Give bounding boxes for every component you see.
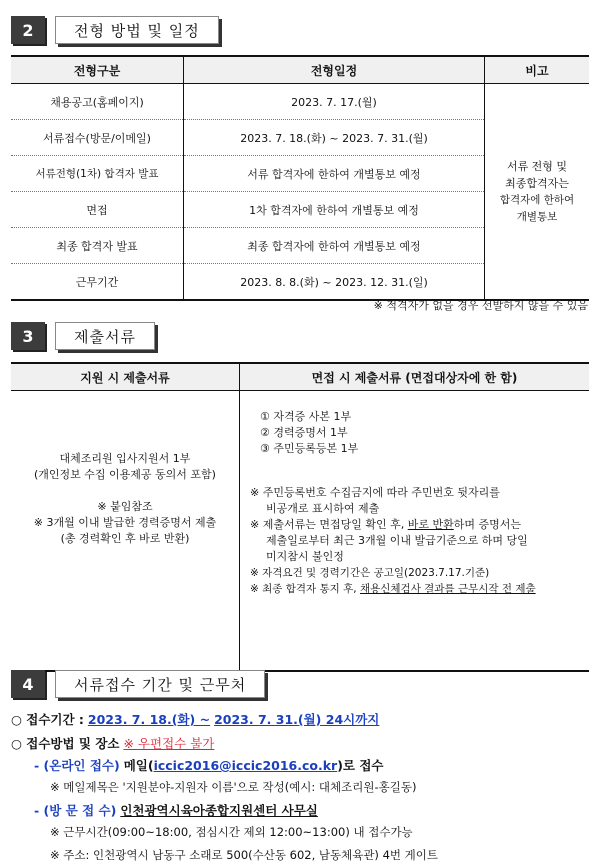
section-number: 4 xyxy=(11,670,45,698)
note-text: ※ 최종 합격자 통지 후, xyxy=(250,583,357,595)
footnote: ※ 적격자가 없을 경우 선발하지 않을 수 있음 xyxy=(373,299,588,312)
visit-hours: ※ 근무시간(09:00~18:00, 점심시간 제외 12:00~13:00) 내 접수가능 xyxy=(50,825,413,839)
schedule-table xyxy=(11,55,589,301)
section-title: 서류접수 기간 및 근무처 xyxy=(55,670,265,698)
spacer xyxy=(12,483,238,499)
method-label: ○ 접수방법 및 장소 xyxy=(11,736,120,751)
col-header: 면접 시 제출서류 (면접대상자에 한 함) xyxy=(240,363,590,391)
remark-line: 최종합격자는 xyxy=(505,176,569,190)
table-cell: 근무기간 xyxy=(11,264,184,301)
table-cell: 2023. 7. 17.(월) xyxy=(184,84,485,120)
remark-line: 서류 전형 및 xyxy=(506,159,568,173)
section-number: 2 xyxy=(11,16,45,44)
note-line: 미지참시 불인정 xyxy=(266,550,344,563)
section-number: 3 xyxy=(11,322,45,350)
method-line xyxy=(11,734,214,752)
online-note: ※ 메일제목은 '지원분야-지원자 이름'으로 작성(예시: 대체조리원-홍길동) xyxy=(50,780,417,794)
note-line xyxy=(250,581,581,597)
col-header: 지원 시 제출서류 xyxy=(11,363,240,391)
online-label: - (온라인 접수) xyxy=(34,758,120,773)
doc-item: ① 자격증 사본 1부 xyxy=(260,410,352,423)
period-start: 2023. 7. 18.(화) ~ xyxy=(87,712,211,727)
underlined-text: 바로 반환 xyxy=(407,518,454,531)
section-title: 전형 방법 및 일정 xyxy=(55,16,219,44)
period-label: ○ 접수기간 : xyxy=(11,712,84,727)
spacer xyxy=(250,457,581,485)
section-2-header xyxy=(11,16,219,46)
remark-line: 개별통보 xyxy=(516,210,558,223)
section-title: 제출서류 xyxy=(55,322,155,350)
visit-line xyxy=(34,801,318,819)
section-4-header xyxy=(11,670,265,700)
visit-label: - (방 문 접 수) xyxy=(34,803,117,818)
table-cell: 2023. 8. 8.(화) ~ 2023. 12. 31.(일) xyxy=(184,264,485,301)
period-end: 2023. 7. 31.(월) 24시까지 xyxy=(214,712,380,727)
underlined-text: 채용신체검사 결과를 근무시작 전 제출 xyxy=(359,583,536,595)
visit-address: ※ 주소: 인천광역시 남동구 소래로 500(수산동 602, 남동체육관) 4번 게이트 xyxy=(50,848,438,862)
note-text: ※ 제출서류는 면접당일 확인 후, xyxy=(250,518,405,531)
online-text: )로 접수 xyxy=(337,758,384,773)
visit-place: 인천광역시육아종합지원센터 사무실 xyxy=(120,803,318,818)
interview-docs-cell xyxy=(240,391,590,672)
table-cell: 최종 합격자 발표 xyxy=(11,228,184,264)
col-header: 전형일정 xyxy=(184,56,485,84)
doc-line: ※ 3개월 이내 발급한 경력증명서 제출 xyxy=(33,516,217,529)
note-text: 하며 증명서는 xyxy=(453,518,521,531)
table-cell: 최종 합격자에 한하여 개별통보 예정 xyxy=(184,228,485,264)
table-cell: 채용공고(홈페이지) xyxy=(11,84,184,120)
online-text: 메일( xyxy=(123,758,154,773)
period-line xyxy=(11,710,379,728)
table-cell: 2023. 7. 18.(화) ~ 2023. 7. 31.(월) xyxy=(184,120,485,156)
no-mail-note: ※ 우편접수 불가 xyxy=(123,736,215,751)
doc-line: (총 경력확인 후 바로 반환) xyxy=(60,532,190,545)
table-cell: 1차 합격자에 한하여 개별통보 예정 xyxy=(184,192,485,228)
section-3-header xyxy=(11,322,155,352)
doc-line: (개인정보 수집 이용제공 동의서 포함) xyxy=(34,468,216,481)
table-cell: 면접 xyxy=(11,192,184,228)
note-line: ※ 주민등록번호 수집금지에 따라 주민번호 뒷자리를 xyxy=(250,486,500,499)
note-line: 제출일로부터 최근 3개월 이내 발급기준으로 하며 당일 xyxy=(266,534,528,547)
email-link[interactable]: iccic2016@iccic2016.co.kr xyxy=(153,758,338,773)
doc-line: 대체조리원 입사지원서 1부 xyxy=(59,452,191,465)
remarks-cell xyxy=(485,84,590,301)
col-header: 전형구분 xyxy=(11,56,184,84)
apply-docs-cell xyxy=(11,391,240,672)
table-cell: 서류접수(방문/이메일) xyxy=(11,120,184,156)
documents-table xyxy=(11,362,589,672)
note-line xyxy=(250,517,581,533)
note-line: ※ 자격요건 및 경력기간은 공고일(2023.7.17.기준) xyxy=(250,567,490,579)
online-line xyxy=(34,756,384,774)
note-line: 비공개로 표시하여 제출 xyxy=(266,502,380,515)
remark-line: 합격자에 한하여 xyxy=(499,193,575,206)
table-cell: 서류 합격자에 한하여 개별통보 예정 xyxy=(184,156,485,192)
col-header: 비고 xyxy=(485,56,590,84)
doc-line: ※ 붙임참조 xyxy=(97,500,153,513)
doc-item: ② 경력증명서 1부 xyxy=(260,426,348,439)
table-cell: 서류전형(1차) 합격자 발표 xyxy=(11,156,184,192)
doc-item: ③ 주민등록등본 1부 xyxy=(260,442,359,455)
